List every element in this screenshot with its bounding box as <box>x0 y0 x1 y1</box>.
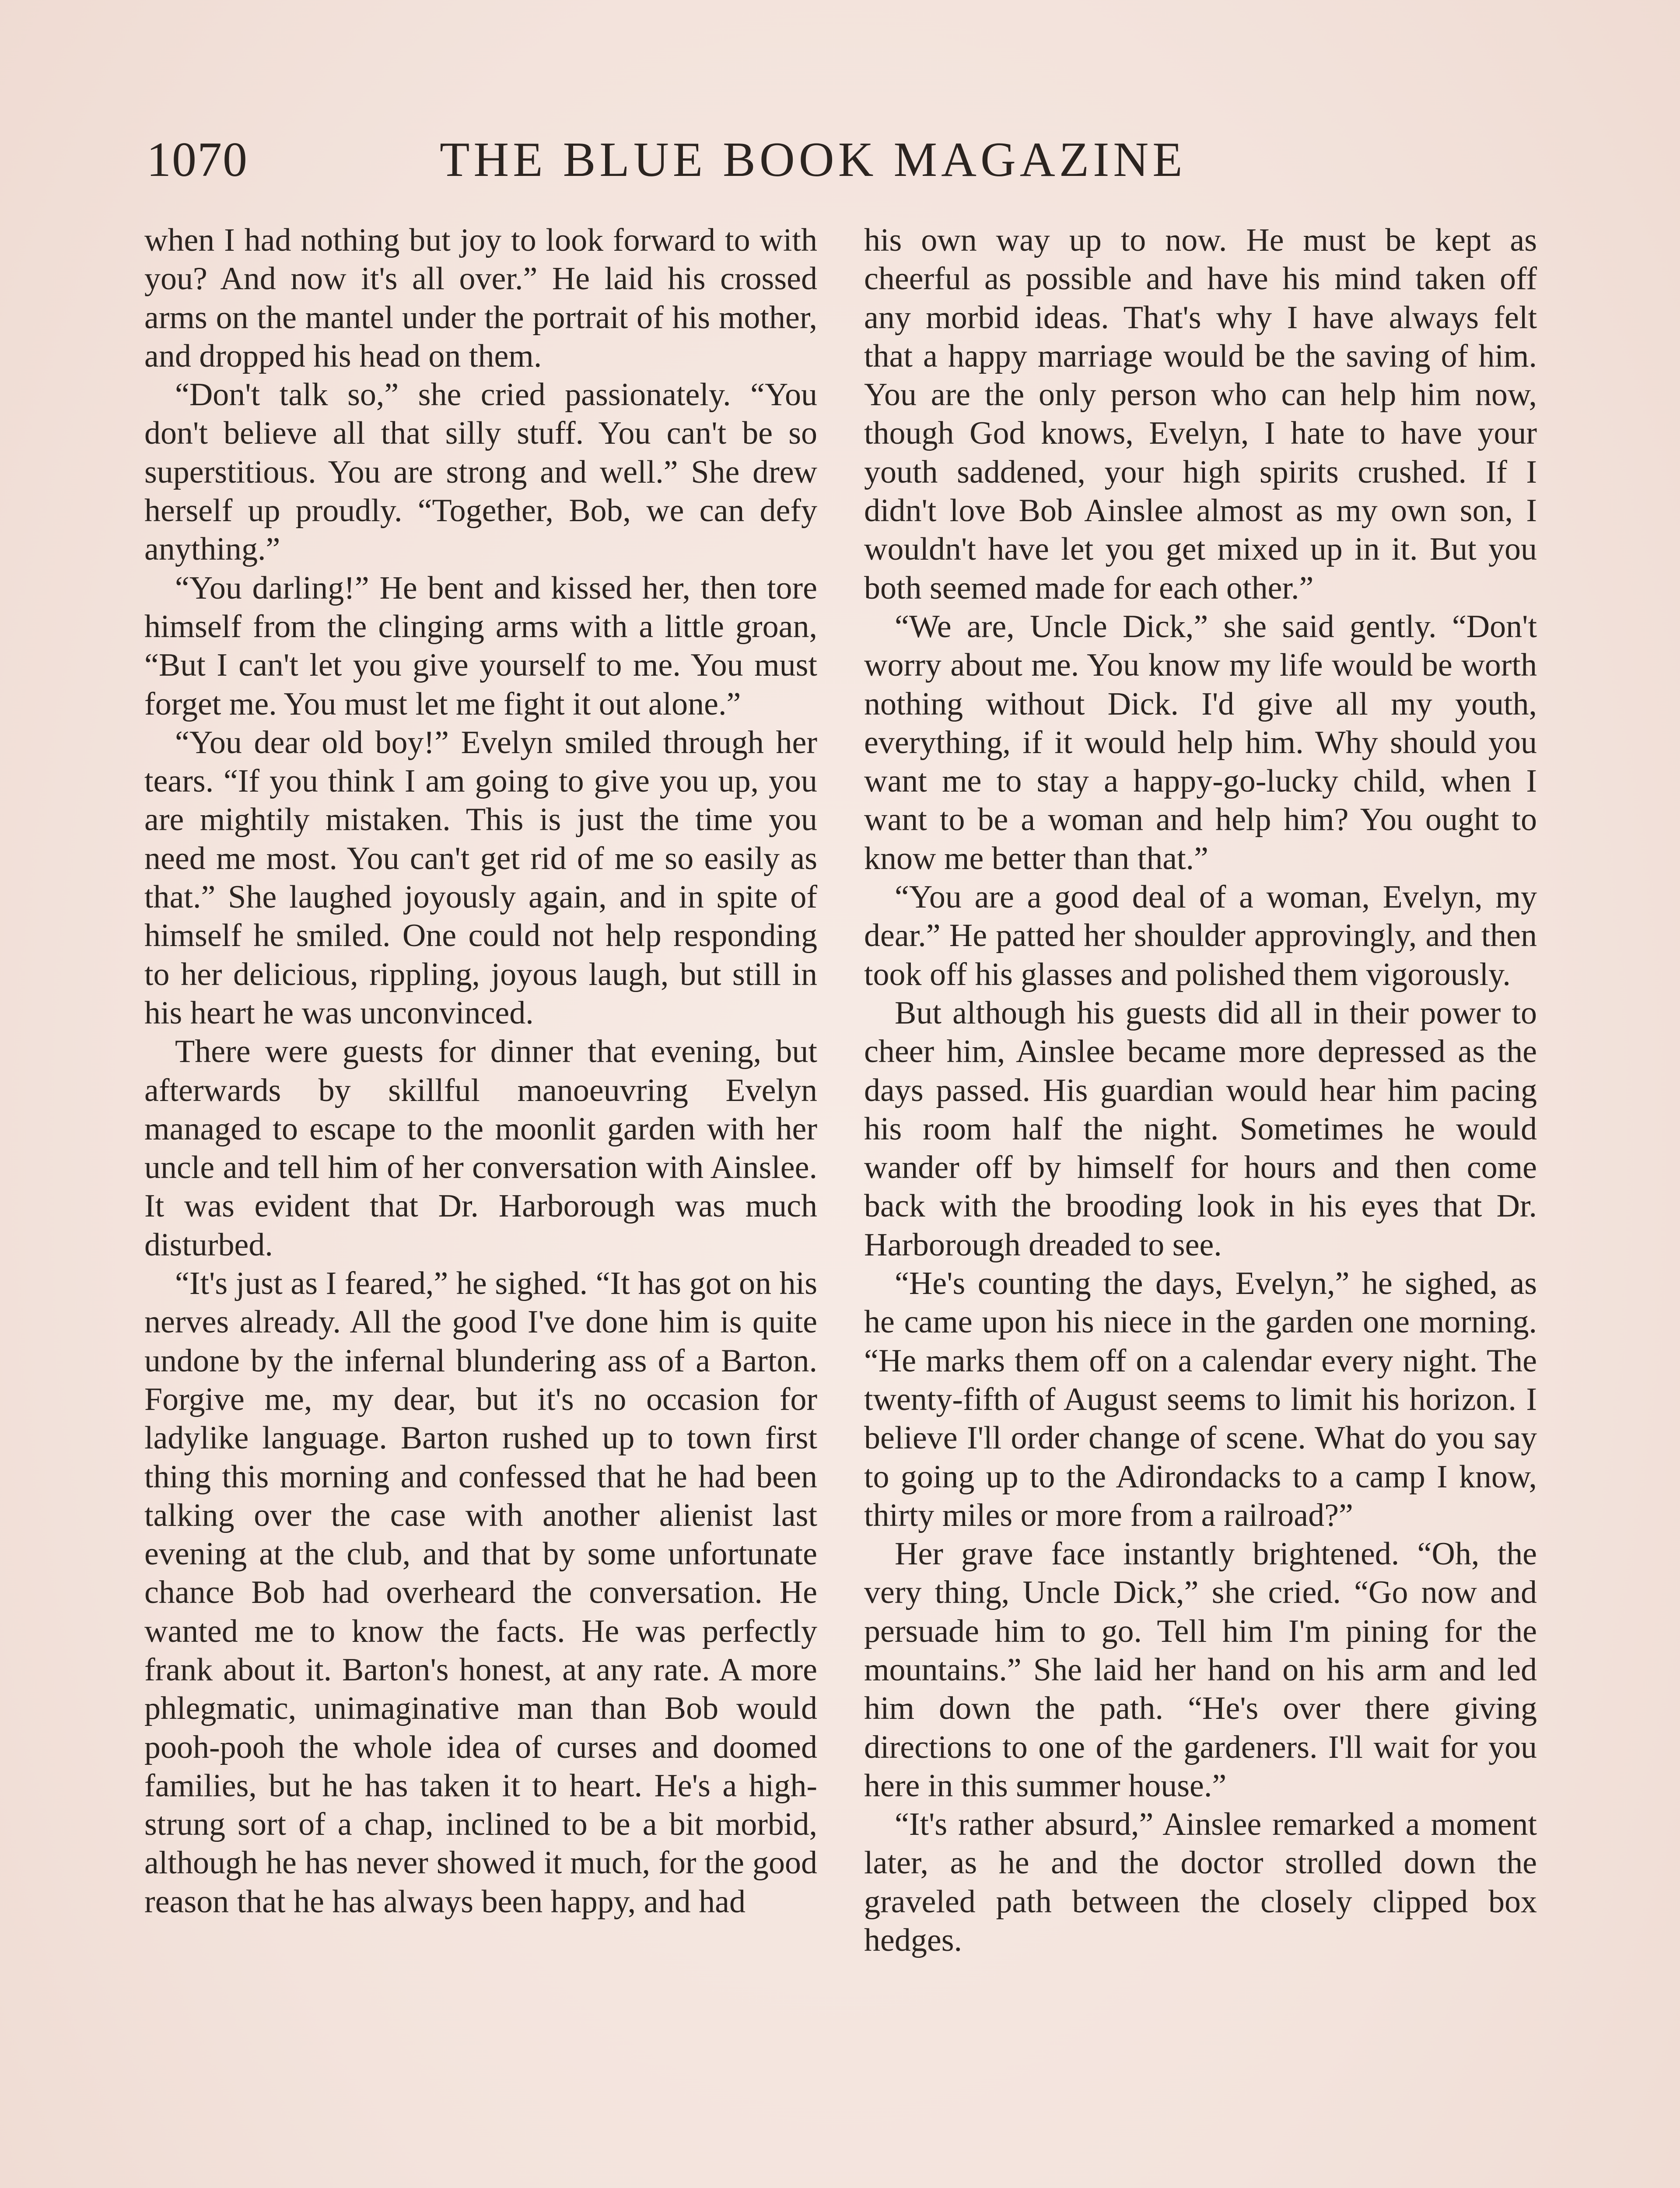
right-column <box>864 221 1537 1960</box>
paragraph: “You are a good deal of a woman, Evelyn, my dear.” He patted her shoulder approvingly, and then took off his glasses and polished them vigorously. <box>864 879 1537 992</box>
paragraph: “We are, Uncle Dick,” she said gently. “Don't worry about me. You know my life would be worth nothing without Dick. I'd give all my youth, everything, if it would help him. Why should you want me to stay a happy-go-lucky child, when I want to be a woman and help him? You ought to know me better than that.” <box>864 608 1537 877</box>
paragraph: when I had nothing but joy to look forward to with you? And now it's all over.” He laid his crossed arms on the mantel under the portrait of his mother, and dropped his head on them. <box>144 222 817 374</box>
paragraph: “It's just as I feared,” he sighed. “It has got on his nerves already. All the good I've done him is quite undone by the infernal blundering ass of a Barton. Forgive me, my dear, but it's no occasion for ladylike language. Barton rushed up to town first thing this morning and confessed that he had been talking over the case with another alienist last evening at the club, and that by some unfortunate chance Bob had overheard the conversation. He wanted me to know the facts. He was perfectly frank about it. Barton's honest, at any rate. A more phlegmatic, unimaginative man than Bob would pooh-pooh the whole idea of curses and doomed families, but he has taken it to heart. He's a high-strung sort of a chap, inclined to be a bit morbid, although he has never showed it much, for the good reason that he has always been happy, and had <box>144 1266 817 1920</box>
paragraph: “It's rather absurd,” Ainslee remarked a moment later, as he and the doctor strolled down the graveled path between the closely clipped box hedges. <box>864 1806 1537 1959</box>
paragraph: “He's counting the days, Evelyn,” he sighed, as he came upon his niece in the garden one morning. “He marks them off on a calendar every night. The twenty-fifth of August seems to limit his horizon. I believe I'll order change of scene. What do you say to going up to the Adirondacks to a camp I know, thirty miles or more from a railroad?” <box>864 1266 1537 1533</box>
left-column <box>144 221 817 1921</box>
paragraph: his own way up to now. He must be kept as cheerful as possible and have his mind taken off any morbid ideas. That's why I have always felt that a happy marriage would be the saving of him. You are the only person who can help him now, though God knows, Evelyn, I hate to have your youth saddened, your high spirits crushed. If I didn't love Bob Ainslee almost as my own son, I wouldn't have let you get mixed up in it. But you both seemed made for each other.” <box>864 222 1537 606</box>
page-header <box>147 127 1533 193</box>
paragraph: But although his guests did all in their power to cheer him, Ainslee became more depressed as the days passed. His guardian would hear him pacing his room half the night. Sometimes he would wander off by himself for hours and then come back with the brooding look in his eyes that Dr. Harborough dreaded to see. <box>864 995 1537 1263</box>
magazine-title: THE BLUE BOOK MAGAZINE <box>440 133 1186 187</box>
paragraph: Her grave face instantly brightened. “Oh, the very thing, Uncle Dick,” she cried. “Go now and persuade him to go. Tell him I'm pining for the mountains.” She laid her hand on his arm and led him down the path. “He's over there giving directions to one of the gardeners. I'll wait for you here in this summer house.” <box>864 1536 1537 1804</box>
paragraph: “Don't talk so,” she cried passionately. “You don't believe all that silly stuff. You can't be so superstitious. You are strong and well.” She drew herself up proudly. “Together, Bob, we can defy anything.” <box>144 377 817 568</box>
paragraph: “You dear old boy!” Evelyn smiled through her tears. “If you think I am going to give you up, you are mightily mistaken. This is just the time you need me most. You can't get rid of me so easily as that.” She laughed joyously again, and in spite of himself he smiled. One could not help responding to her delicious, rippling, joyous laugh, but still in his heart he was unconvinced. <box>144 724 817 1031</box>
paragraph: There were guests for dinner that evening, but afterwards by skillful manoeuvring Evelyn managed to escape to the moonlit garden with her uncle and tell him of her conversation with Ainslee. It was evident that Dr. Harborough was much disturbed. <box>144 1034 817 1263</box>
page-number: 1070 <box>147 133 248 187</box>
paragraph: “You darling!” He bent and kissed her, then tore himself from the clinging arms with a little groan, “But I can't let you give yourself to me. You must forget me. You must let me fight it out alone.” <box>144 570 817 722</box>
